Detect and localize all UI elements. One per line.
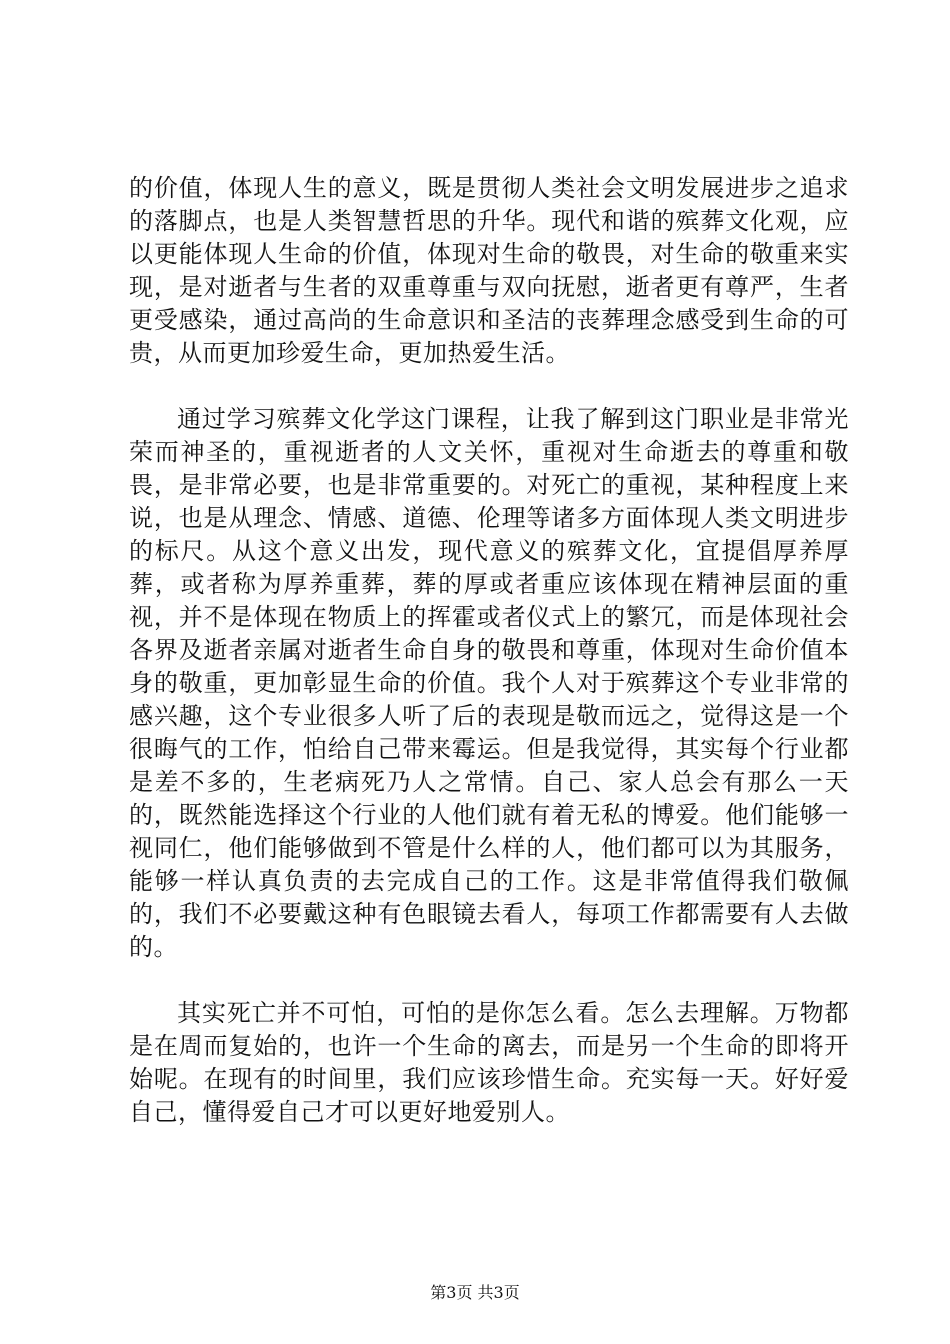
paragraph-1: 的价值，体现人生的意义，既是贯彻人类社会文明发展进步之追求的落脚点，也是人类智慧哲思的升华。现代和谐的殡葬文化观，应以更能体现人生命的价值，体现对生命的敬畏，对生命的敬重来实现，是对逝者与生者的双重尊重与双向抚慰，逝者更有尊严，生者更受感染，通过高尚的生命意识和圣洁的丧葬理念感受到生命的可贵，从而更加珍爱生命，更加热爱生活。	[129, 174, 849, 367]
document-body	[129, 172, 849, 1129]
paragraph-2: 通过学习殡葬文化学这门课程，让我了解到这门职业是非常光荣而神圣的，重视逝者的人文关怀，重视对生命逝去的尊重和敬畏，是非常必要，也是非常重要的。对死亡的重视，某种程度上来说，也是从理念、情感、道德、伦理等诸多方面体现人类文明进步的标尺。从这个意义出发，现代意义的殡葬文化，宜提倡厚养厚葬，或者称为厚养重葬，葬的厚或者重应该体现在精神层面的重视，并不是体现在物质上的挥霍或者仪式上的繁冗，而是体现社会各界及逝者亲属对逝者生命自身的敬畏和尊重，体现对生命价值本身的敬重，更加彰显生命的价值。我个人对于殡葬这个专业非常的感兴趣，这个专业很多人听了后的表现是敬而远之，觉得这是一个很晦气的工作，怕给自己带来霉运。但是我觉得，其实每个行业都是差不多的，生老病死乃人之常情。自己、家人总会有那么一天的，既然能选择这个行业的人他们就有着无私的博爱。他们能够一视同仁，他们能够做到不管是什么样的人，他们都可以为其服务，能够一样认真负责的去完成自己的工作。这是非常值得我们敬佩的，我们不必要戴这种有色眼镜去看人，每项工作都需要有人去做的。	[129, 405, 849, 961]
paragraph-3: 其实死亡并不可怕，可怕的是你怎么看。怎么去理解。万物都是在周而复始的，也许一个生命的离去，而是另一个生命的即将开始呢。在现有的时间里，我们应该珍惜生命。充实每一天。好好爱自己，懂得爱自己才可以更好地爱别人。	[129, 999, 849, 1126]
page-footer: 第3页 共3页	[430, 1283, 520, 1302]
